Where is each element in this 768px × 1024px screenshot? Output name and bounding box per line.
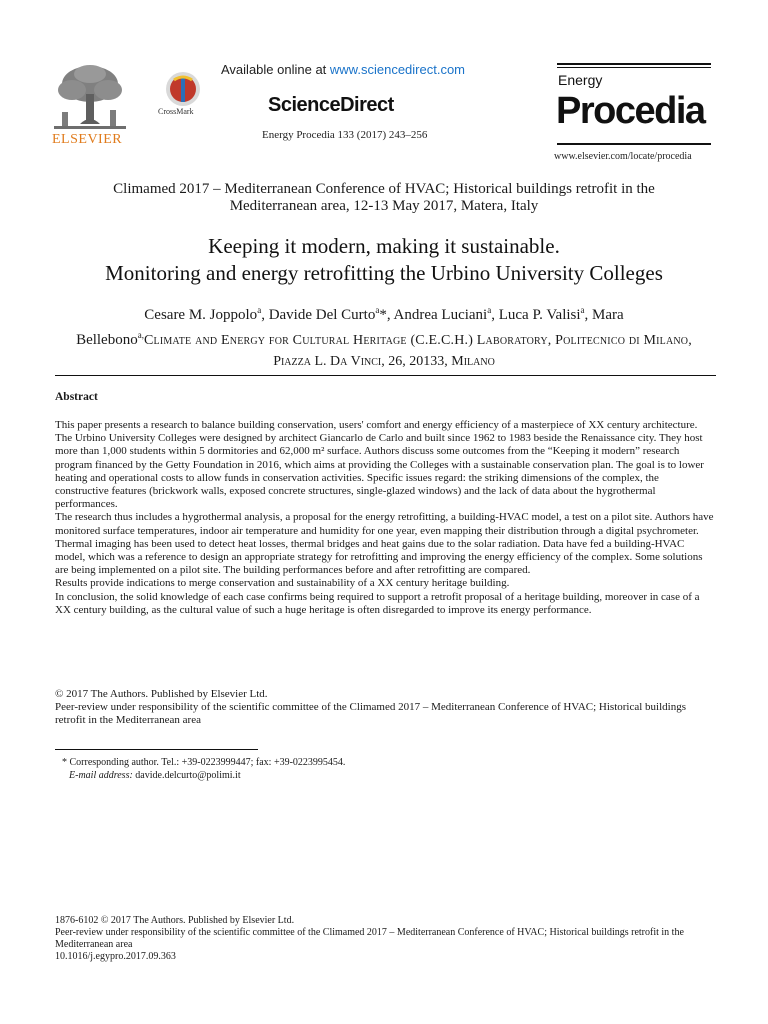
footnote-rule bbox=[55, 749, 258, 750]
affiliation-mark: a bbox=[375, 305, 380, 315]
brand-procedia: Procedia bbox=[556, 90, 705, 132]
journal-url[interactable]: www.elsevier.com/locate/procedia bbox=[554, 151, 692, 162]
sciencedirect-wordmark: ScienceDirect bbox=[268, 94, 394, 116]
email-address[interactable]: davide.delcurto@polimi.it bbox=[135, 769, 241, 781]
abstract-paragraph-1: This paper presents a research to balance building conservation, users' comfort and energy efficiency of a masterpiece of XX century architecture. The Urbino University Colleges were designed by architect Giancarlo de Carlo and built since 1962 to 1983 beside the Renaissance city. They host more than 1,000 students within 5 dormitories and 62,000 m² surface. Authors discuss some outcomes from the “Keeping it modern” research program financed by the Getty Foundation in 2016, which aims at providing the Colleges with a sustainable conservation plan. The goal is to lower heating and operational costs to allow funds in conservation activities. Specific issues regard: the striking dimensions of the complex, the constructive features (brickwork walls, exposed concrete structures, single-glazed windows) and the lack of data about the hygrothermal performances. bbox=[55, 419, 704, 511]
footer-issn: 1876-6102 © 2017 The Authors. Published by Elsevier Ltd. bbox=[55, 915, 295, 926]
affiliation-line-2: Piazza L. Da Vinci, 26, 20133, Milano bbox=[273, 354, 495, 369]
brand-rule-bottom bbox=[557, 143, 711, 145]
brand-rule-top bbox=[557, 63, 711, 65]
affiliation-mark: a bbox=[257, 305, 262, 315]
affiliation-mark: a, bbox=[137, 330, 144, 340]
conference-line-2: Mediterranean area, 12-13 May 2017, Matera, Italy bbox=[229, 198, 539, 214]
email-line bbox=[62, 770, 345, 783]
footer-peer-review: Peer-review under responsibility of the scientific committee of the Climamed 2017 – Mediterranean Conference of HVAC; Historical buildings retrofit in the Mediterranean area bbox=[55, 927, 684, 950]
publisher-name: ELSEVIER bbox=[52, 132, 123, 147]
affiliation-mark: a bbox=[487, 305, 492, 315]
abstract-heading: Abstract bbox=[55, 391, 98, 403]
page-footer bbox=[55, 915, 720, 963]
available-online-text bbox=[221, 62, 465, 77]
peer-review-line: Peer-review under responsibility of the scientific committee of the Climamed 2017 – Mediterranean Conference of HVAC; Historical buildings retrofit in the Mediterranean area bbox=[55, 701, 686, 727]
author-list bbox=[54, 300, 714, 372]
section-rule bbox=[55, 375, 716, 376]
footer-doi[interactable]: 10.1016/j.egypro.2017.09.363 bbox=[55, 951, 176, 962]
abstract-paragraph-4: In conclusion, the solid knowledge of each case confirms being required to support a retrofit proposal of a heritage building, moreover in case of a XX century building, as the cultural value of such a huge heritage is often disregarded to improve its energy performance. bbox=[55, 590, 700, 616]
corresponding-author: * Corresponding author. Tel.: +39-0223999447; fax: +39-0223995454. bbox=[62, 757, 346, 768]
title-line-2: Monitoring and energy retrofitting the Urbino University Colleges bbox=[105, 261, 663, 285]
conference-line-1: Climamed 2017 – Mediterranean Conference of HVAC; Historical buildings retrofit in the bbox=[113, 181, 655, 197]
affiliation-mark: a bbox=[580, 305, 585, 315]
footnote bbox=[62, 757, 345, 782]
copyright-block bbox=[55, 688, 715, 728]
brand-rule-top-thin bbox=[557, 67, 711, 68]
author-name-last: Bellebono bbox=[76, 332, 138, 348]
author-name: Luca P. Valisi bbox=[498, 307, 581, 323]
email-label: E-mail address: bbox=[69, 769, 133, 781]
journal-reference: Energy Procedia 133 (2017) 243–256 bbox=[262, 129, 428, 141]
abstract-paragraph-3: Results provide indications to merge conservation and sustainability of a XX century heritage building. bbox=[55, 577, 510, 590]
corresponding-mark: * bbox=[379, 307, 387, 323]
abstract-body bbox=[55, 419, 715, 617]
conference-info bbox=[60, 181, 708, 215]
brand-energy: Energy bbox=[558, 72, 603, 88]
abstract-paragraph-2: The research thus includes a hygrothermal analysis, a proposal for the energy retrofitting, a building-HVAC model, a test on a pilot site. Authors have monitored surface temperatures, indoor air temperature and humidity for one year, even mapping their distribution through a digital psychrometer. Thermal imaging has been used to detect heat losses, thermal bridges and heat gains due to the solar radiation. Data have fed a building-HVAC model, which was a reference to design an appropriate strategy for retrofitting and improving the energy efficiency of the complex. Some solutions are being implemented on a pilot site. The building performances before and after retrofitting are compared. bbox=[55, 511, 714, 577]
copyright-line: © 2017 The Authors. Published by Elsevier Ltd. bbox=[55, 688, 268, 700]
title-line-1: Keeping it modern, making it sustainable. bbox=[208, 234, 560, 258]
affiliation-line-1: Climate and Energy for Cultural Heritage (C.E.C.H.) Laboratory, Politecnico di Milano, bbox=[143, 333, 692, 348]
authors-line-2 bbox=[54, 325, 714, 351]
author-name: Andrea Luciani bbox=[393, 307, 488, 323]
paper-title bbox=[40, 233, 728, 287]
sciencedirect-link[interactable]: www.sciencedirect.com bbox=[329, 62, 466, 77]
authors-line-1: Cesare M. Joppolo$^a$, Davide Del Curto$^a$*, Andrea Luciani$^a$, Luca P. Valisi$^a$, Mara bbox=[144, 305, 624, 323]
author-name-first: Mara bbox=[592, 307, 624, 323]
available-prefix: Available online at bbox=[221, 62, 330, 77]
author-name: Davide Del Curto bbox=[268, 307, 376, 323]
author-name: Cesare M. Joppolo bbox=[144, 307, 258, 323]
authors-line-3 bbox=[54, 351, 714, 372]
crossmark-label: CrossMark bbox=[158, 107, 194, 116]
